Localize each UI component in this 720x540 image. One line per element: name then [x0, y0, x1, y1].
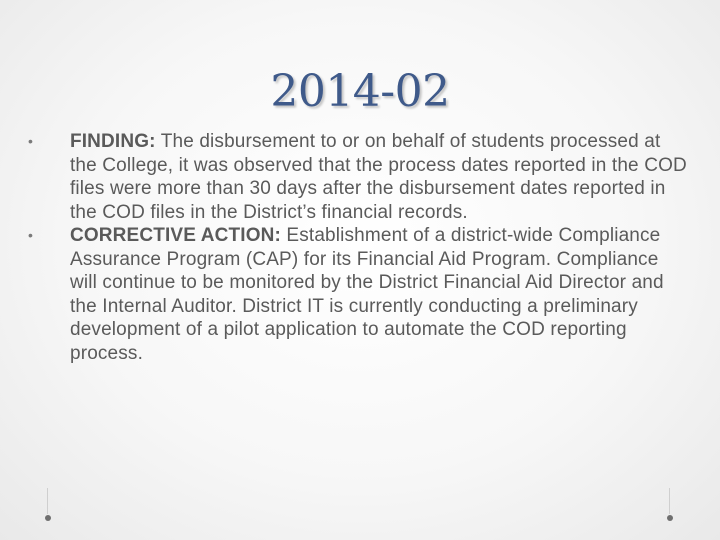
decorative-line-left: [47, 488, 48, 514]
bullet-icon: •: [28, 227, 34, 243]
bullet-label: FINDING:: [70, 131, 156, 152]
bullet-label: CORRECTIVE ACTION:: [70, 225, 281, 246]
decorative-dot-left-icon: [45, 515, 51, 521]
bullet-item-corrective-action: [28, 224, 688, 365]
bullet-text: Establishment of a district-wide Compliance Assurance Program (CAP) for its Financial Aid Program. Compliance will continue to be monitored by the District Financial Aid Director and the Internal Auditor. District IT is currently conducting a preliminary development of a pilot application to automate the COD reporting process.: [70, 225, 664, 364]
decorative-dot-right-icon: [667, 515, 673, 521]
bullet-list: [28, 130, 688, 365]
decorative-line-right: [669, 488, 670, 514]
slide-title: 2014-02: [270, 66, 450, 117]
bullet-text: The disbursement to or on behalf of students processed at the College, it was observed that the process dates reported in the COD files were more than 30 days after the disbursement dates reported in the COD files in the District’s financial records.: [70, 131, 687, 223]
bullet-item-finding: [28, 130, 688, 224]
bullet-icon: •: [28, 133, 34, 149]
